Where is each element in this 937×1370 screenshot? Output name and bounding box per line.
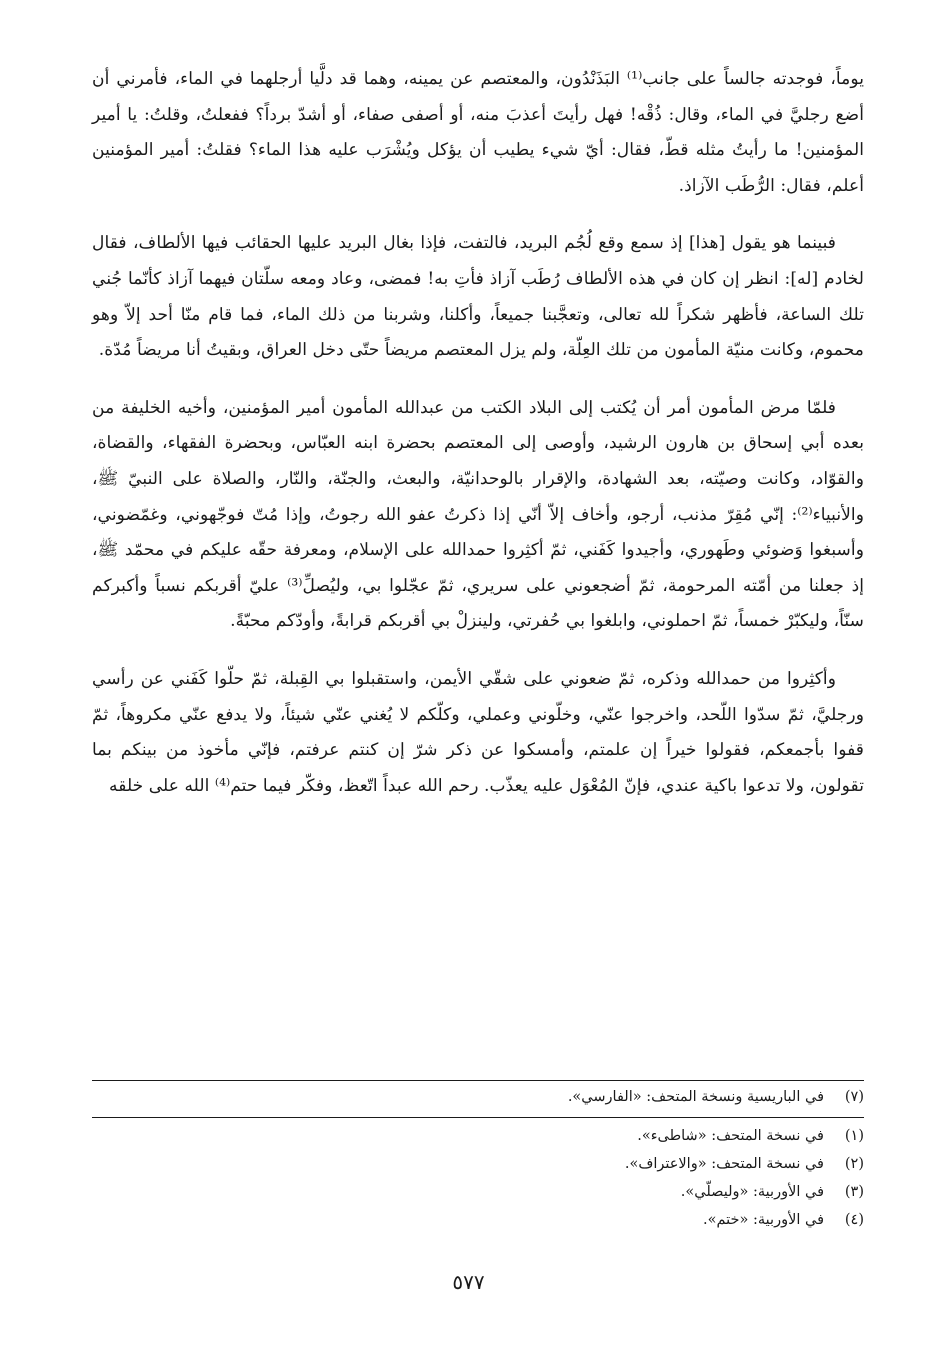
footnote-text: في نسخة المتحف: «والاعتراف». [624, 1156, 824, 1172]
footnote-text: في الباريسية ونسخة المتحف: «الفارسي». [567, 1089, 824, 1105]
footnote-number: (٤) [844, 1212, 864, 1228]
paragraph-2: فبينما هو يقول [هذا] إذ سمع وقع لُجُم البريد، فالتفت، فإذا بغال البريد عليها الحقائب فيها الألطاف، فقال لخادم [له]: انظر إن كان في هذه الألطاف رُطَب آزاذ فأتِ به! فمضى، وعاد ومعه سلّتان فيهما آزاذ كأنّما جُني تلك الساعة، فأظهر شكراً لله تعالى، وتعجَّبنا جميعاً، وأكلنا، وشربنا من ذلك الماء، فما قام منّا أحد إلاّ وهو محموم، وكانت منيّة المأمون من تلك العِلّة، ولم يزل المعتصم مريضاً حتّى دخل العراق، وبقيتُ أنا مريضاً مُدّة. [92, 233, 864, 361]
footnotes [92, 1083, 864, 1234]
footnote-4 [92, 1206, 864, 1234]
footnote-number: (١) [844, 1128, 864, 1144]
footnote-divider [92, 1117, 864, 1118]
page-number: ٥٧٧ [452, 1270, 485, 1294]
paragraph-gap [92, 640, 864, 662]
footnote-text: في الأوربية: «ختم». [703, 1212, 824, 1228]
footnote-prev [92, 1083, 864, 1111]
main-text [92, 62, 864, 804]
paragraph-gap [92, 204, 864, 226]
footnote-text: في نسخة المتحف: «شاطىء». [637, 1128, 824, 1144]
paragraph-1: يوماً، فوجدته جالساً على جانب⁽¹⁾ البَذَنْدُون، والمعتصم عن يمينه، وهما قد دلَّيا أرجلهما في الماء، فأمرني أن أضع رجليَّ في الماء، وقال: ذُقْه! فهل رأيتَ أعذبَ منه، أو أصفى صفاء، أو أشدّ برداً؟ ففعلتُ، وقلتُ: يا أمير المؤمنين! ما رأيتُ مثله قطّ، فقال: أيّ شيء يطيب أن يؤكل ويُشْرَب عليه هذا الماء؟ فقلتُ: أمير المؤمنين أعلم، فقال: الرُّطَب الآزاذ. [92, 69, 865, 196]
footnote-text: في الأوربية: «وليصلّي». [680, 1184, 824, 1200]
footnote-number: (٧) [844, 1089, 864, 1105]
paragraph-gap [92, 369, 864, 391]
footnote-3 [92, 1178, 864, 1206]
footnote-2 [92, 1150, 864, 1178]
paragraph-4: وأكثِروا من حمدالله وذكره، ثمّ ضعوني على شقّي الأيمن، واستقبلوا بي القِبلة، ثمّ حلّوا كَفَني عن رأسي ورجليَّ، ثمّ سدّوا اللّحد، واخرجوا عنّي، وخلّوني وعملي، وكلّكم لا يُغني عنّي شيئاً، ولا يدفع عنّي مكروهاً، ثمّ قفوا بأجمعكم، فقولوا خيراً إن علمتم، وأمسكوا عن ذكر شرّ إن كنتم عرفتم، فإنّي مأخوذ من بينكم بما تقولون، ولا تدعوا باكية عندي، فإنّ المُعْوَل عليه يعذّب. رحم الله عبداً اتّعظ، وفكّر فيما حتم⁽⁴⁾ الله على خلقه [92, 668, 864, 796]
footnote-1 [92, 1122, 864, 1150]
footnote-number: (٣) [844, 1184, 864, 1200]
footnote-number: (٢) [844, 1156, 864, 1172]
paragraph-3: فلمّا مرض المأمون أمر أن يُكتب إلى البلاد الكتب من عبدالله المأمون أمير المؤمنين، وأخيه الخليفة من بعده أبي إسحاق بن هارون الرشيد، وأوصى إلى المعتصم بحضرة ابنه العبّاس، وبحضرة الفقهاء، والقضاة، والقوّاد، وكانت وصيّته، بعد الشهادة، والإقرار بالوحدانيّة، والبعث، والجنّة، والنّار، والصلاة على النبيّ ﷺ، والأنبياء⁽²⁾: إنّي مُقِرّ مذنب، أرجو، وأخاف إلاّ أنّي إذا ذكرتُ عفو الله رجوتُ، وإذا مُتّ فوجّهوني، وغمّضوني، وأسبغوا وَضوئي وطَهوري، وأجيدوا كَفَني، ثمّ أكثِروا حمدالله على الإسلام، ومعرفة حقّه عليكم في محمّد ﷺ، إذ جعلنا من أمّته المرحومة، ثمّ أضجعوني على سريري، ثمّ عجّلوا بي، وليُصلِّ⁽³⁾ عليّ أقربكم نسباً وأكبركم سنّاً، وليكبّرْ خمساً، ثمّ احملوني، وابلغوا بي حُفرتي، ولينزلْ بي أقربكم قرابةً، وأودّكم محبّةً. [92, 397, 864, 632]
footnote-separator-top [92, 1080, 864, 1081]
